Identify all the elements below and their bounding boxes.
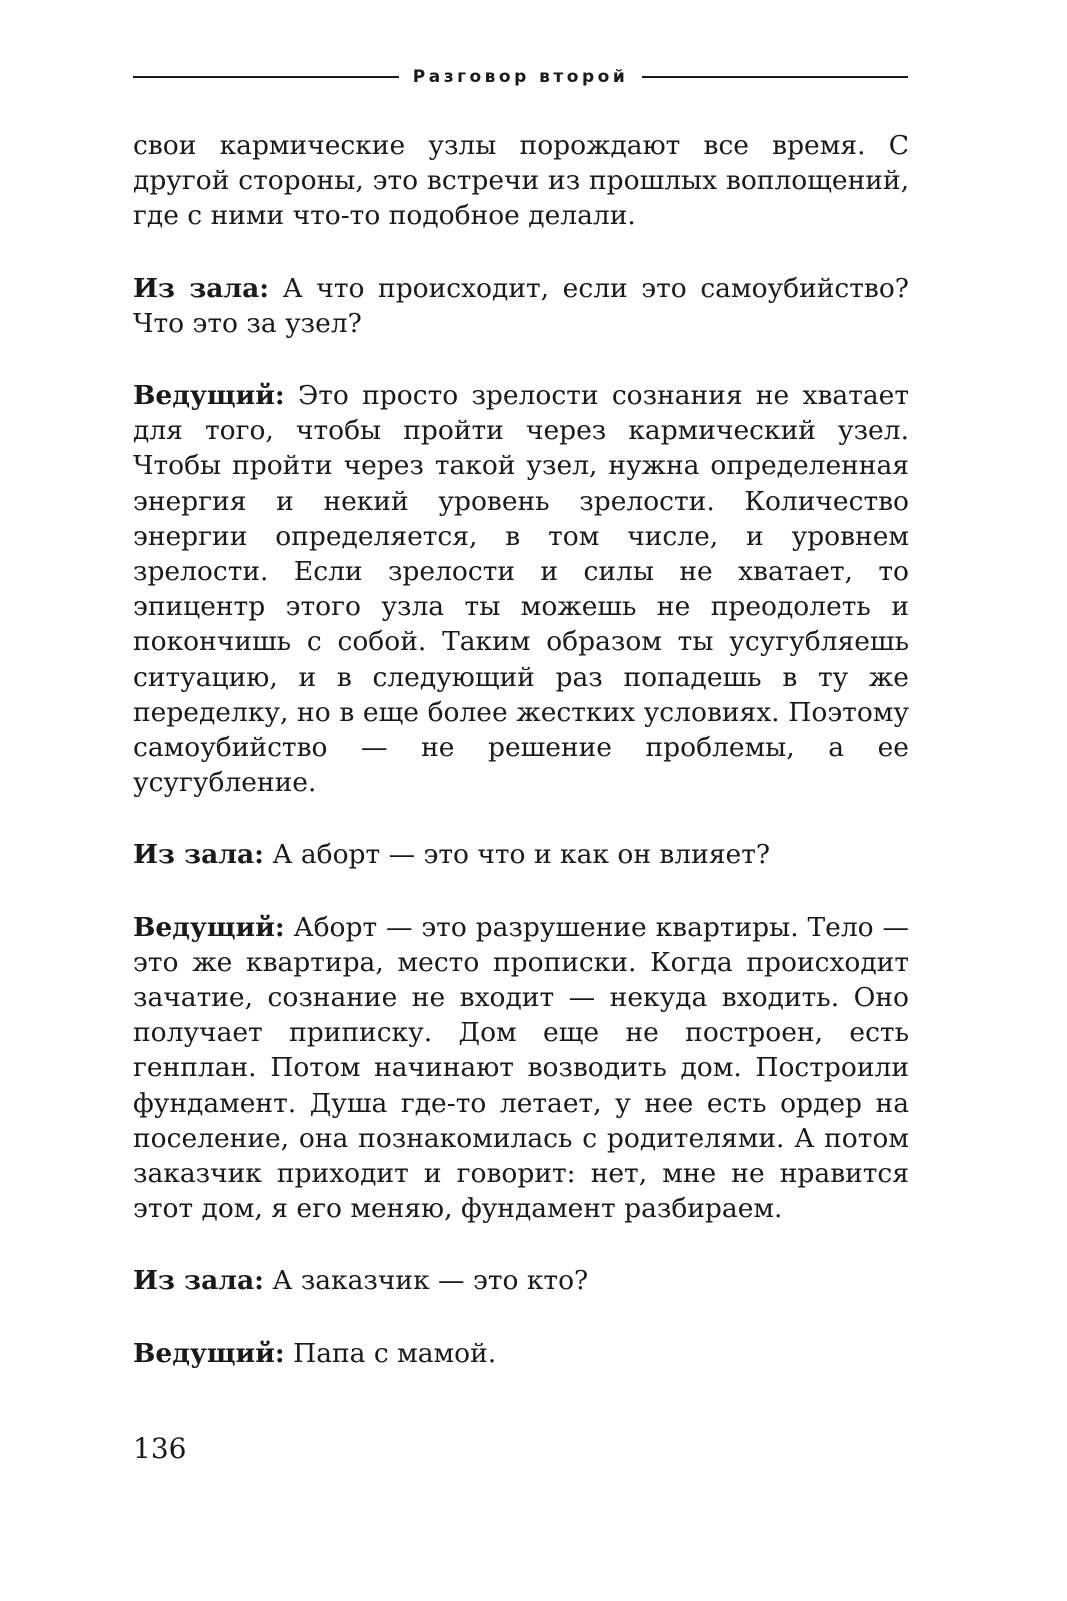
paragraph-question [133,1263,909,1298]
running-head-title: Разговор второй [412,67,629,87]
paragraph-text: А аборт — это что и как он влияет? [263,839,771,871]
header-rule-right [642,76,908,78]
paragraph-continuation [133,128,909,234]
speaker-label: Ведущий: [133,1337,285,1369]
paragraph-question [133,271,909,341]
paragraph-text: Папа с мамой. [284,1337,497,1369]
paragraph-question [133,837,909,872]
paragraph-text: А что происходит, если это самоубийство? Что это за узел? [133,272,909,339]
paragraph-text: свои кармические узлы порождают все время. С другой стороны, это встречи из прошлых воплощений, где с ними что-то подобное делали. [133,130,909,232]
paragraph-answer [133,1336,909,1371]
paragraph-text: Аборт — это разрушение квартиры. Тело — это же квартира, место прописки. Когда происходит зачатие, сознание не входит — некуда входить. Оно получает приписку. Дом еще не построен, есть генплан. Потом начинают возводить дом. Построили фундамент. Душа где-то летает, у нее есть ордер на поселение, она познакомилась с родителями. А потом заказчик приходит и говорит: нет, мне не нравится этот дом, я его меняю, фундамент разбираем. [133,911,909,1225]
speaker-label: Из зала: [133,1265,264,1297]
paragraph-text: А заказчик — это кто? [263,1265,589,1297]
paragraph-answer [133,910,909,1227]
paragraph-answer [133,378,909,800]
paragraph-text: Это просто зрелости сознания не хватает для того, чтобы пройти через кармический узел. Чтобы пройти через такой узел, нужна определенная энергия и некий уровень зрелости. Количество энергии определяется, в том числе, и уровнем зрелости. Если зрелости и силы не хватает, то эпицентр этого узла ты можешь не преодолеть и покончишь с собой. Таким образом ты усугубляешь ситуацию, и в следующий раз попадешь в ту же переделку, но в еще более жестких условиях. Поэтому самоубийство — не решение проблемы, а ее усугубление. [133,380,909,799]
speaker-label: Из зала: [133,272,270,304]
speaker-label: Ведущий: [133,380,285,412]
speaker-label: Ведущий: [133,911,285,943]
running-head [133,62,908,92]
page-number: 136 [133,1432,187,1465]
speaker-label: Из зала: [133,839,264,871]
header-rule-left [133,76,399,78]
page-body [133,128,909,1408]
